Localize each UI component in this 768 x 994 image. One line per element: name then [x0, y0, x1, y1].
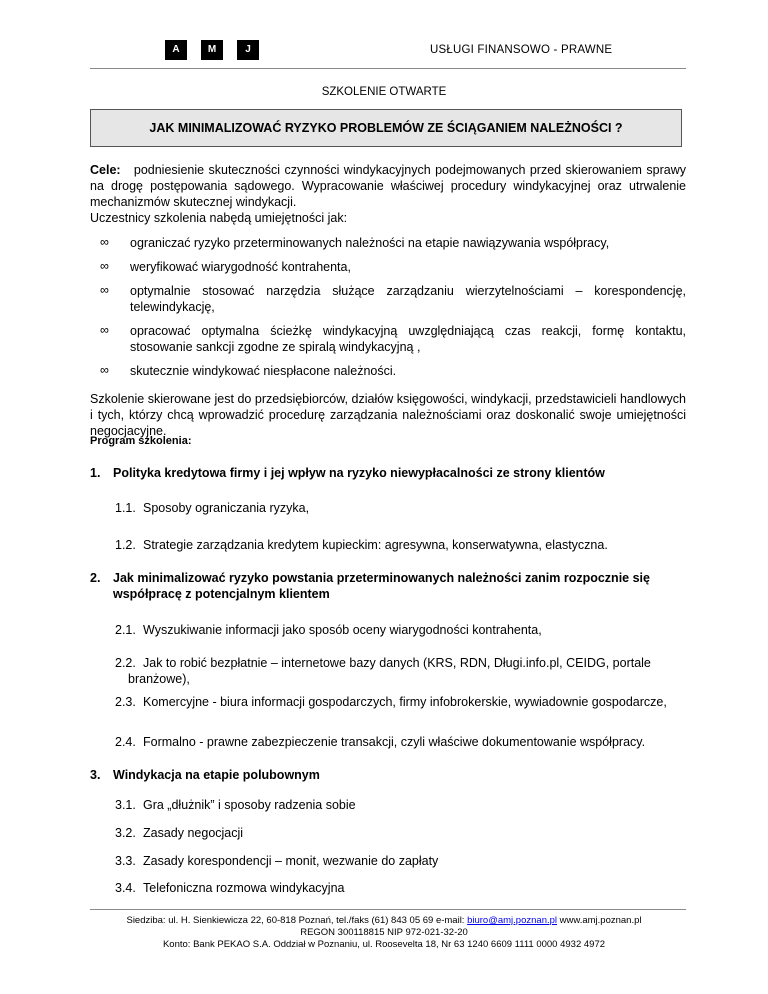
logo-letter-j: J: [237, 40, 259, 60]
item-number: 2.3.: [115, 695, 136, 709]
section-item: [115, 655, 675, 687]
footer-address: Siedziba: ul. H. Sienkiewicza 22, 60-818 Poznań, tel./faks (61) 843 05 69 e-mail:: [126, 915, 468, 926]
goals-paragraph: [90, 162, 686, 210]
goals-text: podniesienie skuteczności czynności windykacyjnych podejmowanych przed skierowaniem sprawy na drogę postępowania sądowego. Wypracowanie właściwej procedury windykacyjnej oraz utrwalenie mechanizmów skutecznej windykacji.: [90, 163, 686, 209]
bullet-item: ograniczać ryzyko przeterminowanych należności na etapie nawiązywania współpracy,: [130, 236, 610, 250]
bullet-icon: ∞: [100, 235, 109, 249]
item-number: 3.4.: [115, 881, 136, 895]
item-text: Strategie zarządzania kredytem kupieckim: agresywna, konserwatywna, elastyczna.: [143, 538, 608, 552]
firm-label: USŁUGI FINANSOWO - PRAWNE: [430, 44, 613, 56]
section-heading: [90, 767, 686, 783]
section-heading: [90, 570, 686, 602]
item-text: Sposoby ograniczania ryzyka,: [143, 501, 310, 515]
item-text-continuation: branżowe),: [128, 672, 190, 686]
item-text: Gra „dłużnik” i sposoby radzenia sobie: [143, 798, 356, 812]
bullet-item: optymalnie stosować narzędzia służące zarządzaniu wierzytelnościami – korespondencję, telewindykację,: [130, 284, 686, 314]
section-item: [115, 853, 675, 869]
bullet-icon: ∞: [100, 363, 109, 377]
bullet-item: skutecznie windykować niespłacone należności.: [130, 364, 397, 378]
bullet-item: opracować optymalna ścieżkę windykacyjną uwzględniającą czas reakcji, formę kontaktu, stosowanie sankcji zgodne ze spiralą windykacyjną ,: [130, 324, 686, 354]
section-title: Windykacja na etapie polubownym: [113, 768, 320, 782]
item-text: Telefoniczna rozmowa windykacyjna: [143, 881, 345, 895]
email-link[interactable]: biuro@amj.poznan.pl: [467, 915, 558, 926]
audience-paragraph: Szkolenie skierowane jest do przedsiębiorców, działów księgowości, windykacji, przedstawicieli handlowych i tych, którzy chcą wprowadzić procedurę zarządzania należnościami oraz doskonalić swoje umiejętności negocjacyjne.: [90, 392, 686, 438]
item-number: 1.2.: [115, 538, 136, 552]
item-number: 3.3.: [115, 854, 136, 868]
document-subtitle: SZKOLENIE OTWARTE: [321, 86, 447, 98]
document-title: JAK MINIMALIZOWAĆ RYZYKO PROBLEMÓW ZE ŚCIĄGANIEM NALEŻNOŚCI ?: [149, 121, 623, 135]
section-item: [115, 797, 675, 813]
section-number: 2.: [90, 571, 101, 585]
bullet-icon: ∞: [100, 323, 109, 337]
program-label: Program szkolenia:: [90, 435, 192, 447]
footer: [0, 915, 768, 951]
footer-line-regon: REGON 300118815 NIP 972-021-32-20: [300, 927, 468, 938]
footer-divider: [90, 909, 686, 910]
section-item: [115, 537, 675, 553]
item-text: Jak to robić bezpłatnie – internetowe bazy danych (KRS, RDN, Długi.info.pl, CEIDG, portale: [143, 656, 651, 670]
section-title: Jak minimalizować ryzyko powstania przeterminowanych należności zanim rozpocznie się współpracę z potencjalnym klientem: [113, 571, 650, 601]
bullet-icon: ∞: [100, 259, 109, 273]
footer-website: www.amj.poznan.pl: [557, 915, 642, 926]
item-text: Komercyjne - biura informacji gospodarczych, firmy infobrokerskie, wywiadownie gospodarcze,: [143, 695, 667, 709]
item-number: 2.1.: [115, 623, 136, 637]
item-text: Zasady negocjacji: [143, 826, 244, 840]
item-number: 2.2.: [115, 656, 136, 670]
bullet-item: weryfikować wiarygodność kontrahenta,: [130, 260, 351, 274]
footer-line-address: [0, 915, 768, 927]
section-heading: [90, 465, 686, 481]
section-title: Polityka kredytowa firmy i jej wpływ na ryzyko niewypłacalności ze strony klientów: [113, 466, 605, 480]
section-number: 3.: [90, 768, 101, 782]
item-number: 3.1.: [115, 798, 136, 812]
item-number: 3.2.: [115, 826, 136, 840]
logo-letter-a: A: [165, 40, 187, 60]
goals-intro: Uczestnicy szkolenia nabędą umiejętności jak:: [90, 211, 348, 225]
item-text: Wyszukiwanie informacji jako sposób oceny wiarygodności kontrahenta,: [143, 623, 542, 637]
footer-line-account: Konto: Bank PEKAO S.A. Oddział w Poznaniu, ul. Roosevelta 18, Nr 63 1240 6609 1111 0000 4932 4972: [162, 939, 606, 950]
header-divider: [90, 68, 686, 69]
section-item: [115, 825, 675, 841]
item-text: Zasady korespondencji – monit, wezwanie do zapłaty: [143, 854, 439, 868]
section-item: [115, 500, 675, 516]
goals-label: Cele:: [90, 163, 121, 177]
bullet-icon: ∞: [100, 283, 109, 297]
item-number: 1.1.: [115, 501, 136, 515]
section-item: [115, 694, 675, 710]
section-number: 1.: [90, 466, 101, 480]
document-title-box: [90, 109, 682, 147]
item-number: 2.4.: [115, 735, 136, 749]
section-item: [115, 622, 675, 638]
section-item: [115, 880, 675, 896]
logo-letter-m: M: [201, 40, 223, 60]
item-text: Formalno - prawne zabezpieczenie transakcji, czyli właściwe dokumentowanie współpracy.: [143, 735, 646, 749]
section-item: [115, 734, 675, 750]
